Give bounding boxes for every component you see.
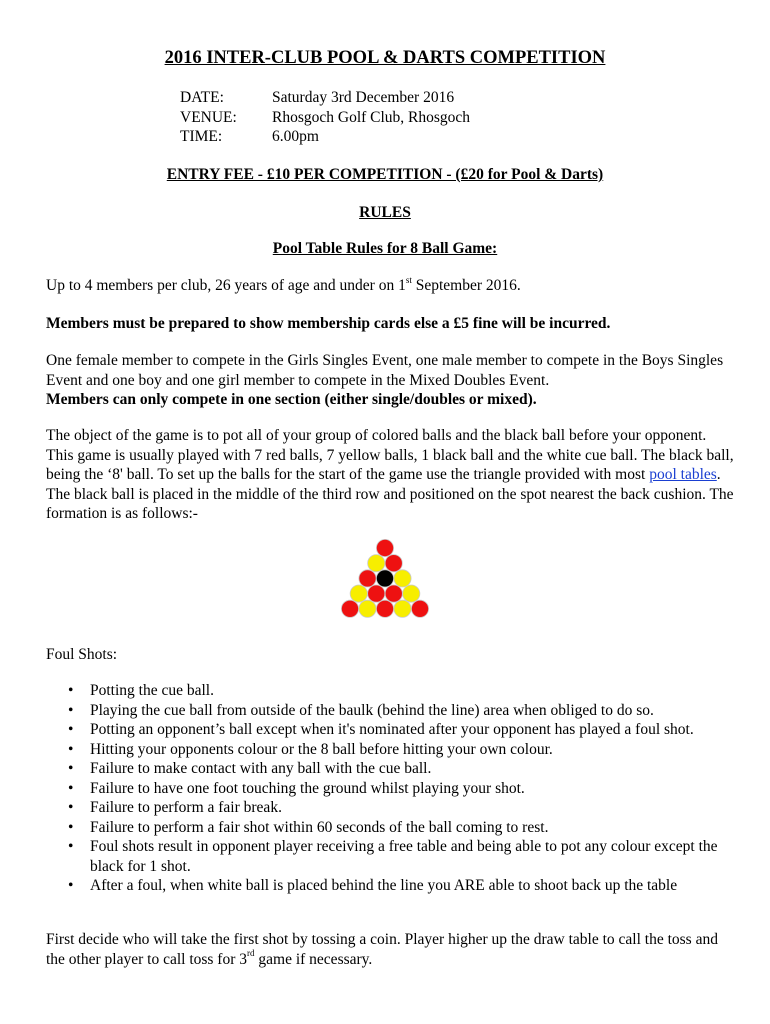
yellow-ball bbox=[394, 570, 411, 587]
pool-rules-heading: Pool Table Rules for 8 Ball Game: bbox=[272, 240, 498, 257]
first-shot-sup: rd bbox=[247, 948, 255, 959]
list-item: • Potting an opponent’s ball except when it's nominated after your opponent has played a foul shot. bbox=[66, 720, 746, 740]
event-info bbox=[180, 88, 470, 147]
date-label: DATE: bbox=[180, 89, 224, 106]
entry-fee: ENTRY FEE - £10 PER COMPETITION - (£20 for Pool & Darts) bbox=[166, 166, 604, 183]
venue-label: VENUE: bbox=[180, 108, 237, 126]
list-item: • Failure to perform a fair break. bbox=[66, 798, 746, 818]
list-item: • Playing the cue ball from outside of the baulk (behind the line) area when obliged to do so. bbox=[66, 701, 746, 721]
first-shot-before: First decide who will take the first shot by tossing a coin. Player higher up the draw table to call the toss and the other player to call toss for 3 bbox=[46, 931, 718, 968]
yellow-ball bbox=[350, 585, 367, 602]
ball-rack-diagram bbox=[340, 538, 430, 626]
eligibility-sup: st bbox=[405, 274, 412, 285]
membership-warning: Members must be prepared to show membership cards else a £5 fine will be incurred. bbox=[46, 315, 611, 332]
game-object-paragraph bbox=[46, 426, 736, 524]
list-item: • Potting the cue ball. bbox=[66, 681, 746, 701]
venue-value: Rhosgoch Golf Club, Rhosgoch bbox=[272, 108, 471, 126]
red-ball bbox=[385, 555, 402, 572]
time-value: 6.00pm bbox=[272, 128, 319, 145]
section-rule: Members can only compete in one section (either single/doubles or mixed). bbox=[46, 391, 537, 408]
yellow-ball bbox=[359, 600, 376, 617]
event-date-row bbox=[180, 88, 470, 108]
foul-shots-heading: Foul Shots: bbox=[46, 646, 118, 663]
yellow-ball bbox=[394, 600, 411, 617]
list-item: • Foul shots result in opponent player receiving a free table and being able to pot any colour except the black for 1 shot. bbox=[66, 837, 746, 876]
event-time-row bbox=[180, 127, 470, 147]
events-paragraph bbox=[46, 351, 736, 410]
first-shot-paragraph bbox=[46, 930, 736, 969]
eligibility-text bbox=[46, 276, 736, 296]
object-text-before: The object of the game is to pot all of your group of colored balls and the black ball before your opponent. This game is usually played with 7 red balls, 7 yellow balls, 1 black ball and the white cue ball. The black ball, being the ‘8' ball. To set up the balls for the start of the game use the triangle provided with most bbox=[46, 427, 734, 483]
yellow-ball bbox=[403, 585, 420, 602]
red-ball bbox=[359, 570, 376, 587]
list-item: • Failure to perform a fair shot within 60 seconds of the ball coming to rest. bbox=[66, 818, 746, 838]
event-venue-row bbox=[180, 108, 470, 128]
list-item: • After a foul, when white ball is placed behind the line you ARE able to shoot back up the table bbox=[66, 876, 746, 896]
pool-tables-link[interactable]: pool tables bbox=[649, 466, 717, 483]
red-ball bbox=[411, 600, 428, 617]
yellow-ball bbox=[368, 555, 385, 572]
red-ball bbox=[341, 600, 358, 617]
time-label: TIME: bbox=[180, 128, 223, 145]
eligibility-before: Up to 4 members per club, 26 years of age and under on 1 bbox=[46, 277, 406, 294]
red-ball bbox=[376, 539, 393, 556]
list-item: • Failure to have one foot touching the ground whilst playing your shot. bbox=[66, 779, 746, 799]
black-ball bbox=[376, 570, 393, 587]
red-ball bbox=[368, 585, 385, 602]
list-item: • Failure to make contact with any ball with the cue ball. bbox=[66, 759, 746, 779]
object-text-after: . The black ball is placed in the middle of the third row and positioned on the spot nearest the back cushion. The formation is as follows:- bbox=[46, 466, 734, 522]
eligibility-after: September 2016. bbox=[411, 277, 521, 294]
rules-heading: RULES bbox=[359, 204, 411, 221]
list-item: • Hitting your opponents colour or the 8 ball before hitting your own colour. bbox=[66, 740, 746, 760]
red-ball bbox=[376, 600, 393, 617]
red-ball bbox=[385, 585, 402, 602]
first-shot-after: game if necessary. bbox=[254, 950, 373, 968]
foul-shots-list bbox=[66, 681, 746, 896]
date-value: Saturday 3rd December 2016 bbox=[272, 89, 455, 106]
events-text: One female member to compete in the Girls Singles Event, one male member to compete in the Boys Singles Event and one boy and one girl member to compete in the Mixed Doubles Event. bbox=[46, 352, 724, 389]
document-title: 2016 INTER-CLUB POOL & DARTS COMPETITION bbox=[164, 48, 606, 68]
